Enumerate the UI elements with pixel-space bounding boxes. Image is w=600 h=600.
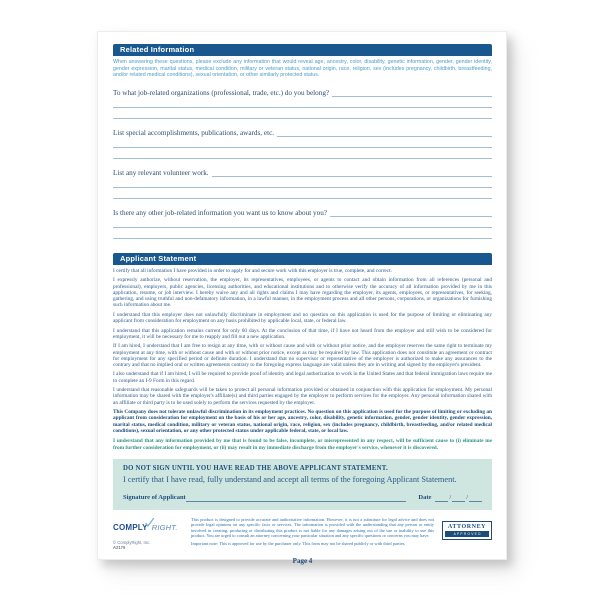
date-separator: / [466, 493, 468, 501]
signature-box [113, 459, 492, 510]
logo-text-comply: COMPLY [113, 522, 148, 532]
check-swoosh-icon [145, 518, 154, 527]
date-separator: / [449, 493, 452, 501]
application-form-page [97, 31, 507, 565]
applicant-statement-header: Applicant Statement [113, 253, 492, 265]
statement-paragraph: I understand that reasonable safeguards will be taken to protect all personal information provided or obtained in conjunction with this application for employment. My personal information may be shared with the employer's affiliate(s) and third parties engaged by the employer to perform services for the employer. Any personal information shared with an affiliate or third party is to be used solely to perform the services requested by the employer. [113, 387, 492, 406]
question-label: To what job-related organizations (professional, trade, etc.) do you belong? [113, 88, 330, 97]
question-block-volunteer-work [113, 167, 492, 199]
answer-line[interactable] [330, 207, 492, 217]
answer-line[interactable] [113, 97, 492, 108]
statement-paragraph: I expressly authorize, without reservation, the employer, its representatives, employees, or agents to contact and obtain information from all references (personal and professional), employers, public agencies, licensing authorities, and educational institutions and to otherwise verify the accuracy of all information provided by me in this application, resume, or job interview. I hereby waive any and all rights and claims I may have regarding the employer, its agents, employees, or representatives, for seeking, gathering, and using truthful and non-defamatory information, in a lawful manner, in the employment process and all other persons, corporations, or organizations for furnishing such information about me. [113, 277, 492, 309]
copyright-text: © ComplyRight, Inc. [113, 539, 151, 545]
question-block-accomplishments [113, 127, 492, 159]
date-label: Date [418, 493, 432, 501]
important-note: Important note: This is approved for use by the purchaser only. This form may not be shared publicly or with third parties. [191, 541, 406, 547]
signature-label: Signature of Applicant [123, 493, 186, 501]
page-number: Page 4 [292, 556, 313, 565]
badge-attorney-text: ATTORNEY [447, 523, 487, 530]
legal-disclaimer: This product is designed to provide accurate and authoritative information. However, it is not a substitute for legal advice and does not provide legal opinions on any specific facts or services. The information is provided with the understanding that any person or entity involved in creating, producing or distributing this product is not liable for any damages arising out of the use or inability to use this product. You are urged to consult an attorney concerning your particular situation and any specific questions or concerns you may have. [191, 516, 434, 538]
question-label: List special accomplishments, publications, awards, etc. [113, 128, 275, 137]
date-year-field[interactable] [469, 493, 482, 502]
badge-approved-text: APPROVED [445, 531, 489, 537]
answer-line[interactable] [277, 127, 492, 137]
question-label: List any relevant volunteer work. [113, 168, 209, 177]
answer-line[interactable] [212, 167, 492, 177]
do-not-sign-warning: DO NOT SIGN UNTIL YOU HAVE READ THE ABOVE APPLICANT STATEMENT. [123, 464, 388, 472]
statement-paragraph-no-discrimination: This Company does not tolerate unlawful discrimination in its employment practices. No question on this application is used for the purpose of limiting or excluding an applicant from consideration for employment on the basis of his or her age, ancestry, color, disability, genetic information, gender, gender identity, gender expression, marital status, medical condition, military or veteran status, national origin, race, religion, sex (includes pregnancy, childbirth, breastfeeding, and/or related medical conditions), sexual orientation, or any other protected status under applicable federal, state, or local law. [113, 409, 492, 434]
related-information-header: Related Information [113, 44, 492, 56]
certify-statement: I certify that I have read, fully understand and accept all terms of the foregoing Applicant Statement. [123, 474, 457, 484]
statement-paragraph: I also understand that if I am hired, I will be required to provide proof of identity and legal authorization to work in the United States and that federal immigration laws require me to complete an I-9 Form in this regard. [113, 371, 492, 384]
answer-line[interactable] [113, 177, 492, 188]
logo-text-right: RIGHT. [151, 522, 178, 532]
statement-paragraph-false-information-warning: I understand that any information provided by me that is found to be false, incomplete, or misrepresented in any respect, will be sufficient cause to (i) eliminate me from further consideration for employment, or (ii) may result in my immediate discharge from the employer's service, whenever it is discovered. [113, 438, 492, 451]
answer-line[interactable] [113, 108, 492, 119]
date-day-field[interactable] [452, 493, 465, 502]
question-block-organizations [113, 87, 492, 119]
signature-line[interactable] [186, 493, 407, 502]
applicant-statement-body [113, 268, 492, 451]
answer-line[interactable] [113, 228, 492, 239]
statement-paragraph: I understand that this application remains current for only 60 days. At the conclusion of that time, if I have not heard from the employer and still wish to be considered for employment, it will be necessary for me to reapply and fill out a new application. [113, 327, 492, 340]
statement-paragraph: If I am hired, I understand that I am free to resign at any time, with or without cause and with or without prior notice, and the employer reserves the same right to terminate my employment at any time, with or without cause and with or without prior notice, except as may be required by law. This application does not constitute an agreement or contract for employment for any specified period or definite duration. I understand that no supervisor or representative of the employer is authorized to make any assurances to the contrary and that no implied oral or written agreements contrary to the foregoing express language are valid unless they are in writing and signed by the employer's president. [113, 343, 492, 368]
answer-line[interactable] [113, 148, 492, 159]
attorney-approved-badge [442, 521, 492, 540]
statement-paragraph: I certify that all information I have provided in order to apply for and secure work with this employer is true, complete, and correct. [113, 267, 392, 274]
product-code: A2179 [113, 544, 126, 550]
answer-line[interactable] [113, 217, 492, 228]
answer-line[interactable] [113, 188, 492, 199]
question-block-other-information [113, 207, 492, 239]
answer-line[interactable] [113, 137, 492, 148]
complyright-logo [113, 517, 183, 535]
answer-line[interactable] [332, 87, 492, 97]
question-label: Is there any other job-related information you want us to know about you? [113, 208, 327, 217]
footer [113, 517, 492, 550]
related-information-intro: When answering these questions, please exclude any information that would reveal age, ancestry, color, disability, genetic information, gender, gender identity, gender expression, marital status, medical condition, military or veteran status, national origin, race, religion, sex (includes pregnancy, childbirth, breastfeeding, and/or related medical conditions), sexual orientation, or other similarly protected status. [113, 59, 492, 79]
date-month-field[interactable] [435, 493, 448, 502]
statement-paragraph: I understand that this employer does not unlawfully discriminate in employment and no question on this application is used for the purpose of limiting or eliminating any applicant from consideration for employment on any basis prohibited by applicable local, state, or federal law. [113, 311, 492, 324]
